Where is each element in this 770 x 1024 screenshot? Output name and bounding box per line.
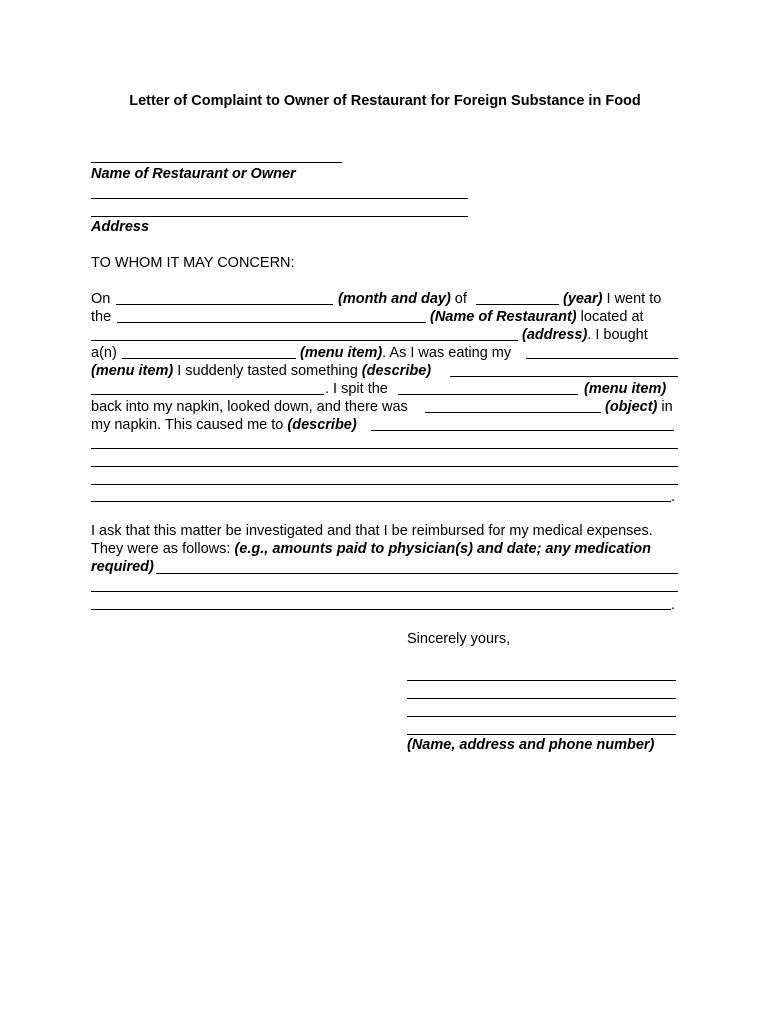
blank-expenses-line-2[interactable] (91, 609, 671, 610)
body-on: On (91, 291, 111, 307)
blank-menu-item-2[interactable] (526, 358, 678, 359)
blank-year[interactable] (476, 304, 559, 305)
body-spit: . I spit the (325, 381, 388, 397)
reimburse-follows: They were as follows: (91, 541, 235, 557)
restaurant-name-line[interactable] (91, 162, 342, 163)
blank-effect-line-3[interactable] (91, 484, 678, 485)
signature-line-3[interactable] (407, 716, 676, 717)
address-label: Address (91, 219, 150, 235)
blank-restaurant-name[interactable] (117, 322, 426, 323)
blank-address[interactable] (91, 340, 518, 341)
body-period: . (671, 489, 676, 505)
blank-describe-taste[interactable] (450, 376, 678, 377)
address-line-1[interactable] (91, 198, 468, 199)
blank-month-day[interactable] (116, 304, 333, 305)
hint-restaurant-name: (Name of Restaurant) (430, 309, 577, 325)
hint-menu-item-1: (menu item) (300, 345, 383, 361)
blank-object[interactable] (425, 412, 601, 413)
signature-label: (Name, address and phone number) (407, 737, 655, 753)
body-located: located at (576, 309, 644, 325)
body-line-1-end (563, 290, 661, 308)
body-line-8 (91, 416, 357, 434)
body-line-4-tail (300, 344, 511, 362)
signature-line-2[interactable] (407, 698, 676, 699)
body-the: the (91, 309, 112, 325)
blank-effect-line-2[interactable] (91, 466, 678, 467)
body-line-5 (91, 362, 431, 380)
address-line-2[interactable] (91, 216, 468, 217)
hint-menu-item-3: (menu item) (584, 381, 667, 397)
body-line-3-tail (522, 326, 648, 344)
body-line-7-tail (605, 398, 673, 416)
hint-describe-2: (describe) (287, 417, 357, 433)
reimburse-line-2 (91, 540, 651, 558)
reimburse-hint: (e.g., amounts paid to physician(s) and date; any medication (234, 541, 651, 557)
hint-year: (year) (563, 291, 603, 307)
body-bought: . I bought (587, 327, 648, 343)
signature-line-4[interactable] (407, 734, 676, 735)
blank-describe-taste-cont[interactable] (91, 394, 324, 395)
letter-title: Letter of Complaint to Owner of Restaurant for Foreign Substance in Food (129, 93, 641, 109)
restaurant-name-label: Name of Restaurant or Owner (91, 166, 296, 182)
body-line-2-tail (430, 308, 644, 326)
body-went: I went to (602, 291, 662, 307)
body-caused: my napkin. This caused me to (91, 417, 288, 433)
blank-expenses-line-1[interactable] (91, 591, 678, 592)
blank-expenses[interactable] (156, 573, 678, 574)
body-in: in (657, 399, 673, 415)
reimburse-period: . (671, 597, 676, 613)
blank-effect-line-4[interactable] (91, 501, 671, 502)
body-back: back into my napkin, looked down, and there was (91, 399, 408, 415)
blank-menu-item-3[interactable] (398, 394, 578, 395)
hint-address: (address) (522, 327, 588, 343)
body-an: a(n) (91, 345, 117, 361)
reimburse-required: required) (91, 559, 154, 575)
reimburse-line-1: I ask that this matter be investigated and that I be reimbursed for my medical expenses. (91, 523, 653, 539)
blank-menu-item-1[interactable] (122, 358, 296, 359)
signature-line-1[interactable] (407, 680, 676, 681)
blank-describe-effect[interactable] (371, 430, 674, 431)
body-line-1-tail (338, 290, 467, 308)
body-eating: . As I was eating my (382, 345, 512, 361)
blank-effect-line-1[interactable] (91, 448, 678, 449)
hint-month-day: (month and day) (338, 291, 451, 307)
hint-menu-item-2: (menu item) (91, 363, 174, 379)
hint-object: (object) (605, 399, 658, 415)
body-of: of (450, 291, 467, 307)
salutation: TO WHOM IT MAY CONCERN: (91, 255, 295, 271)
closing-sincerely: Sincerely yours, (407, 631, 511, 647)
hint-describe-1: (describe) (361, 363, 432, 379)
body-tasted: I suddenly tasted something (173, 363, 362, 379)
